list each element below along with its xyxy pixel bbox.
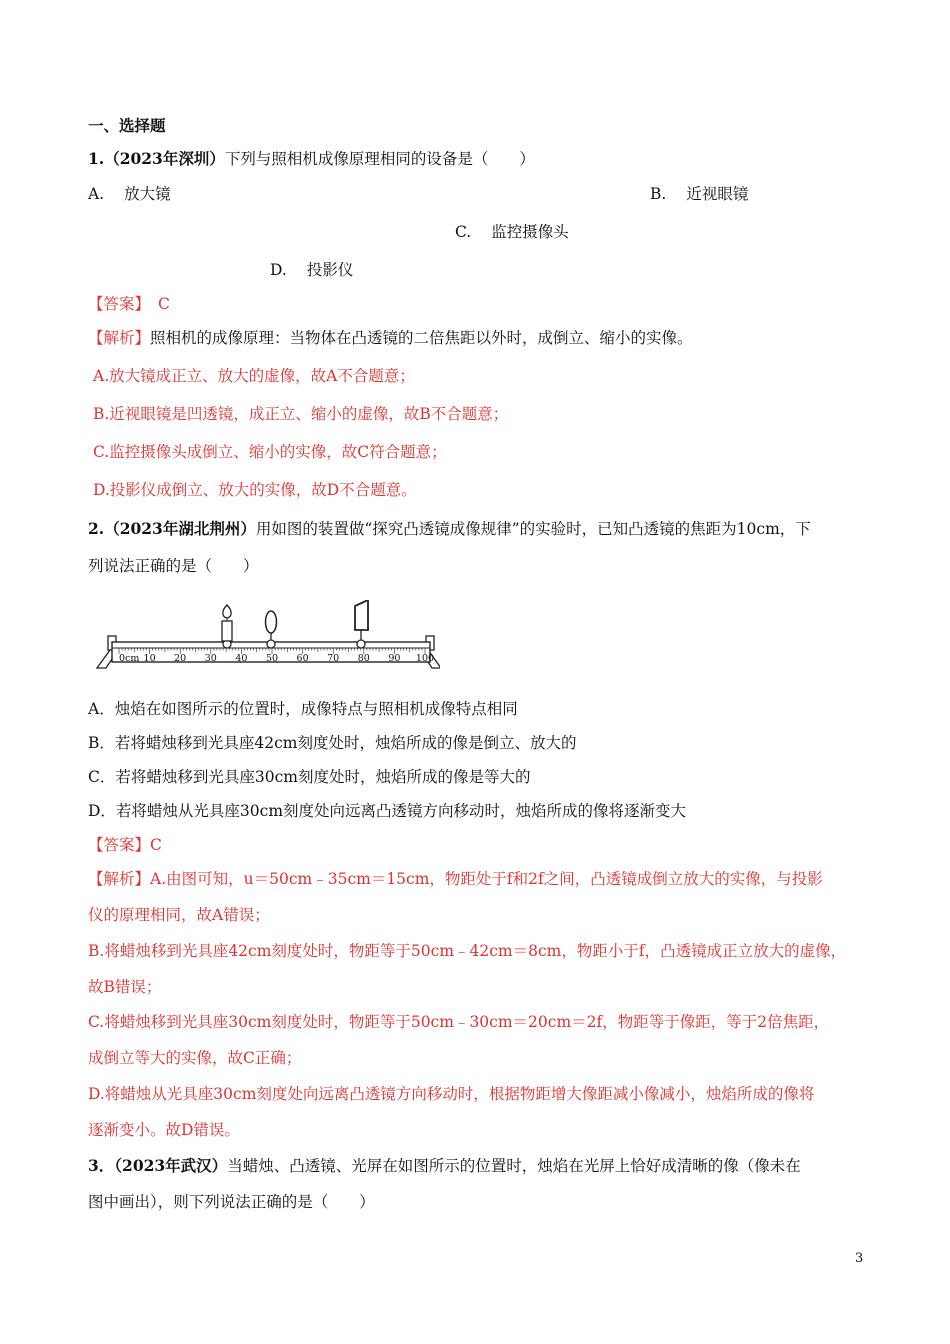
q1-analysis <box>88 327 693 349</box>
option-letter: D. <box>270 261 287 279</box>
scale-label: 10 <box>143 653 156 664</box>
scale-label: 60 <box>296 653 309 664</box>
light-screen <box>355 600 368 648</box>
q2-analysis-line-6: 成倒立等大的实像，故C正确； <box>88 1049 302 1067</box>
q1-option-b <box>650 183 748 205</box>
q1-option-c <box>455 221 569 243</box>
scale-label: 70 <box>327 653 340 664</box>
q2-option-d: D．若将蜡烛从光具座30cm刻度处向远离凸透镜方向移动时，烛焰所成的像将逐渐变大 <box>88 802 687 820</box>
scale-label: 20 <box>174 653 187 664</box>
scale-label: 90 <box>388 653 401 664</box>
q1-analysis-line-b: B.近视眼镜是凹透镜，成正立、缩小的虚像，故B不合题意； <box>93 405 509 423</box>
q1-analysis-line-a: A.放大镜成正立、放大的虚像，故A不合题意； <box>93 367 415 385</box>
q2-analysis-line-7: D.将蜡烛从光具座30cm刻度处向远离凸透镜方向移动时，根据物距增大像距减小像减小，烛焰所成的像将 <box>88 1085 815 1103</box>
scale-label: 50 <box>265 653 279 664</box>
option-letter: B. <box>650 185 667 203</box>
flame <box>223 605 231 618</box>
q2-option-b: B．若将蜡烛移到光具座42cm刻度处时，烛焰所成的像是倒立、放大的 <box>88 734 577 752</box>
answer-value: C <box>150 836 162 854</box>
q2-analysis-line-2: 仪的原理相同，故A错误； <box>88 906 270 924</box>
answer-tag: 【答案】 <box>88 295 151 313</box>
q2-source: （2023年湖北荆州） <box>104 519 256 538</box>
q1-option-a <box>88 183 171 205</box>
q1-stem-text: 下列与照相机成像原理相同的设备是（ ） <box>224 150 535 168</box>
analysis-text: 照相机的成像原理：当物体在凸透镜的二倍焦距以外时，成倒立、缩小的实像。 <box>150 329 693 347</box>
q2-stem-line2: 列说法正确的是（ ） <box>88 557 259 575</box>
q1-analysis-line-d: D.投影仪成倒立、放大的实像，故D不合题意。 <box>93 481 417 499</box>
scale-label: 100 <box>415 653 435 664</box>
option-text: 投影仪 <box>306 261 354 279</box>
option-text: 监控摄像头 <box>491 223 569 241</box>
q3-stem-line1: 当蜡烛、凸透镜、光屏在如图所示的位置时，烛焰在光屏上恰好成清晰的像（像未在 <box>227 1157 801 1175</box>
option-letter: C. <box>455 223 472 241</box>
q3-source: （2023年武汉） <box>114 1156 228 1175</box>
analysis-tag: 【解析】 <box>88 870 151 888</box>
question-2-stem <box>88 518 811 540</box>
candle <box>222 605 232 648</box>
q3-stem-line2: 图中画出），则下列说法正确的是（ ） <box>88 1193 375 1211</box>
question-1-stem <box>88 148 535 170</box>
q3-number: 3． <box>88 1156 115 1175</box>
q2-answer <box>88 834 162 856</box>
q1-source: （2023年深圳） <box>104 149 225 168</box>
q2-stem-line1: 用如图的装置做“探究凸透镜成像规律”的实验时，已知凸透镜的焦距为10cm，下 <box>255 520 811 538</box>
q1-analysis-line-c: C.监控摄像头成倒立、缩小的实像，故C符合题意； <box>93 443 447 461</box>
q2-analysis-line-4: 故B错误； <box>88 978 162 996</box>
analysis-tag: 【解析】 <box>88 329 151 347</box>
answer-value: C <box>158 295 170 313</box>
q2-number: 2. <box>88 519 105 538</box>
scale-label: 40 <box>235 653 248 664</box>
q2-analysis-line-1 <box>88 868 823 890</box>
optical-bench-figure <box>90 600 440 674</box>
q2-analysis-line-5: C.将蜡烛移到光具座30cm刻度处时，物距等于50cm﹣30cm＝20cm＝2f，物距等于像距，等于2倍焦距， <box>88 1013 830 1031</box>
q1-answer <box>88 293 170 315</box>
option-text: 放大镜 <box>124 185 171 203</box>
scale-label: 80 <box>357 653 370 664</box>
q1-option-d <box>270 259 353 281</box>
scale-label: 0cm <box>119 653 140 664</box>
scale-label: 30 <box>204 653 217 664</box>
question-3-stem <box>88 1155 801 1177</box>
convex-lens <box>266 611 277 648</box>
q2-analysis-line-8: 逐渐变小。故D错误。 <box>88 1121 240 1139</box>
analysis-text: A.由图可知，u＝50cm﹣35cm＝15cm，物距处于f和2f之间，凸透镜成倒立放大的实像，与投影 <box>150 870 823 888</box>
q2-analysis-line-3: B.将蜡烛移到光具座42cm刻度处时，物距等于50cm﹣42cm＝8cm，物距小于f，凸透镜成正立放大的虚像， <box>88 942 847 960</box>
q2-option-a: A．烛焰在如图所示的位置时，成像特点与照相机成像特点相同 <box>88 700 518 718</box>
section-title: 一、选择题 <box>88 116 166 135</box>
q2-option-c: C．若将蜡烛移到光具座30cm刻度处时，烛焰所成的像是等大的 <box>88 768 531 786</box>
answer-tag: 【答案】 <box>88 836 151 854</box>
page-number: 3 <box>855 1251 864 1266</box>
q1-number: 1. <box>88 149 105 168</box>
option-letter: A. <box>88 185 105 203</box>
option-text: 近视眼镜 <box>686 185 749 203</box>
